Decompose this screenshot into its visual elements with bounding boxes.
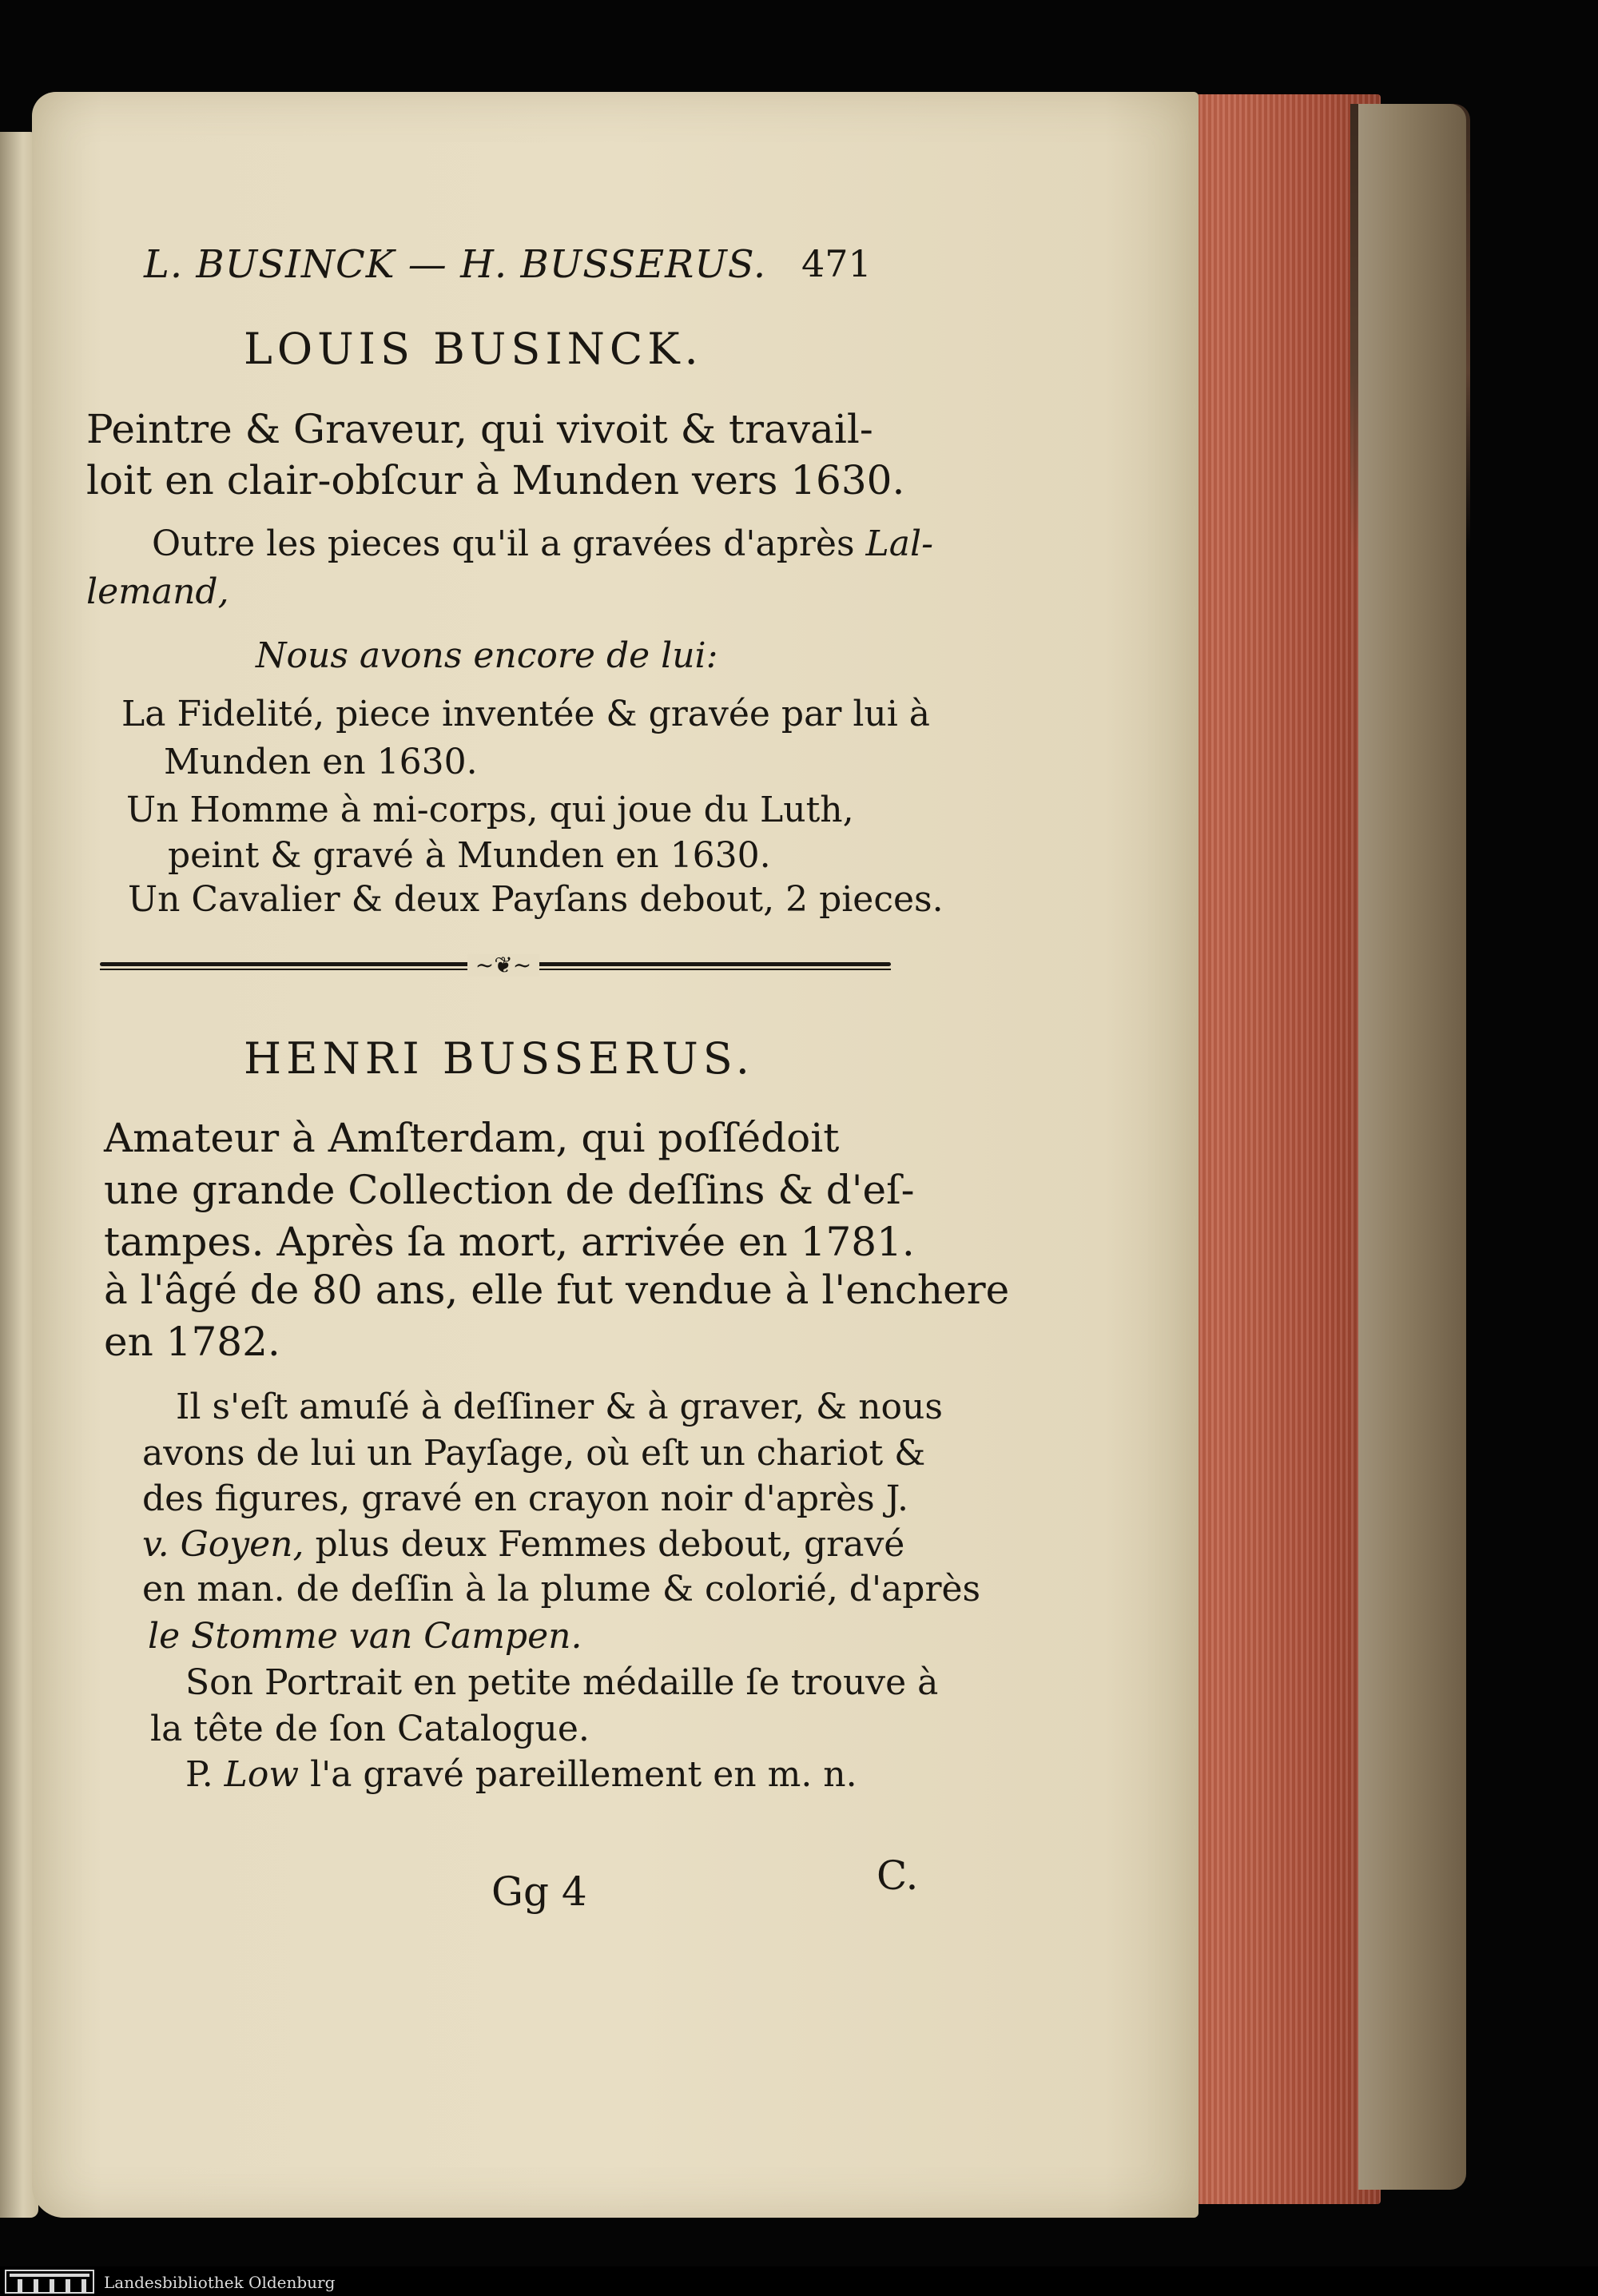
section-divider <box>100 952 891 978</box>
work-entry: Un Homme à mi-corps, qui joue du Luth, <box>126 790 854 830</box>
para-line: avons de lui un Payſage, où eſt un chariot & <box>142 1433 926 1474</box>
outre-line-2: lemand, <box>86 571 229 612</box>
goyen-italic: v. Goyen, <box>142 1524 304 1565</box>
subheading: Nous avons encore de lui: <box>256 635 718 676</box>
low-prefix: P. <box>185 1754 225 1795</box>
work-entry: Un Cavalier & deux Payſans debout, 2 pieces. <box>128 879 944 920</box>
section-title-louis-businck: LOUIS BUSINCK. <box>244 324 703 374</box>
para-line: des figures, gravé en crayon noir d'après J. <box>142 1478 908 1519</box>
work-entry-continued: Munden en 1630. <box>164 742 478 782</box>
intro-line: à l'âgé de 80 ans, elle fut vendue à l'enchere <box>104 1267 1010 1313</box>
intro-line: Peintre & Graveur, qui vivoit & travail- <box>86 406 873 452</box>
signature-mark: Gg 4 <box>491 1868 587 1915</box>
low-italic: Low <box>224 1754 300 1795</box>
running-title: L. BUSINCK — H. BUSSERUS. <box>144 242 767 287</box>
low-line <box>185 1754 857 1795</box>
work-entry-continued: peint & gravé à Munden en 1630. <box>168 835 771 876</box>
intro-line: loit en clair-obſcur à Munden vers 1630. <box>86 457 905 503</box>
para-line-goyen <box>142 1524 904 1565</box>
library-footer <box>0 2266 1598 2296</box>
outre-text: Outre les pieces qu'il a gravées d'après <box>152 523 866 564</box>
intro-line: en 1782. <box>104 1319 280 1365</box>
page-number: 471 <box>801 242 872 285</box>
para-line: en man. de deſſin à la plume & colorié, d'après <box>142 1569 981 1610</box>
portrait-line: la tête de ſon Catalogue. <box>150 1709 590 1749</box>
stomme-line: le Stomme van Campen. <box>148 1616 582 1657</box>
para-line: Il s'eſt amuſé à deſſiner & à graver, & nous <box>176 1387 943 1427</box>
section-title-henri-busserus: HENRI BUSSERUS. <box>244 1033 754 1084</box>
catchword: C. <box>877 1852 919 1899</box>
work-entry: La Fidelité, piece inventée & gravée par lui à <box>121 694 931 734</box>
intro-line: une grande Collection de deſſins & d'eſ- <box>104 1167 915 1213</box>
outre-line <box>152 523 933 564</box>
outre-italic: Lal- <box>865 523 933 564</box>
intro-line: tampes. Après ſa mort, arrivée en 1781. <box>104 1219 915 1265</box>
portrait-line: Son Portrait en petite médaille ſe trouve à <box>185 1662 939 1703</box>
library-building-icon <box>5 2270 94 2294</box>
goyen-text: plus deux Femmes debout, gravé <box>304 1524 905 1565</box>
library-name: Landesbibliothek Oldenburg <box>104 2273 336 2292</box>
binding-board <box>1358 104 1466 2190</box>
intro-line: Amateur à Amſterdam, qui poſſédoit <box>104 1115 840 1161</box>
ornament-icon: ~❦~ <box>467 954 539 977</box>
low-text: l'a gravé pareillement en m. n. <box>299 1754 857 1795</box>
